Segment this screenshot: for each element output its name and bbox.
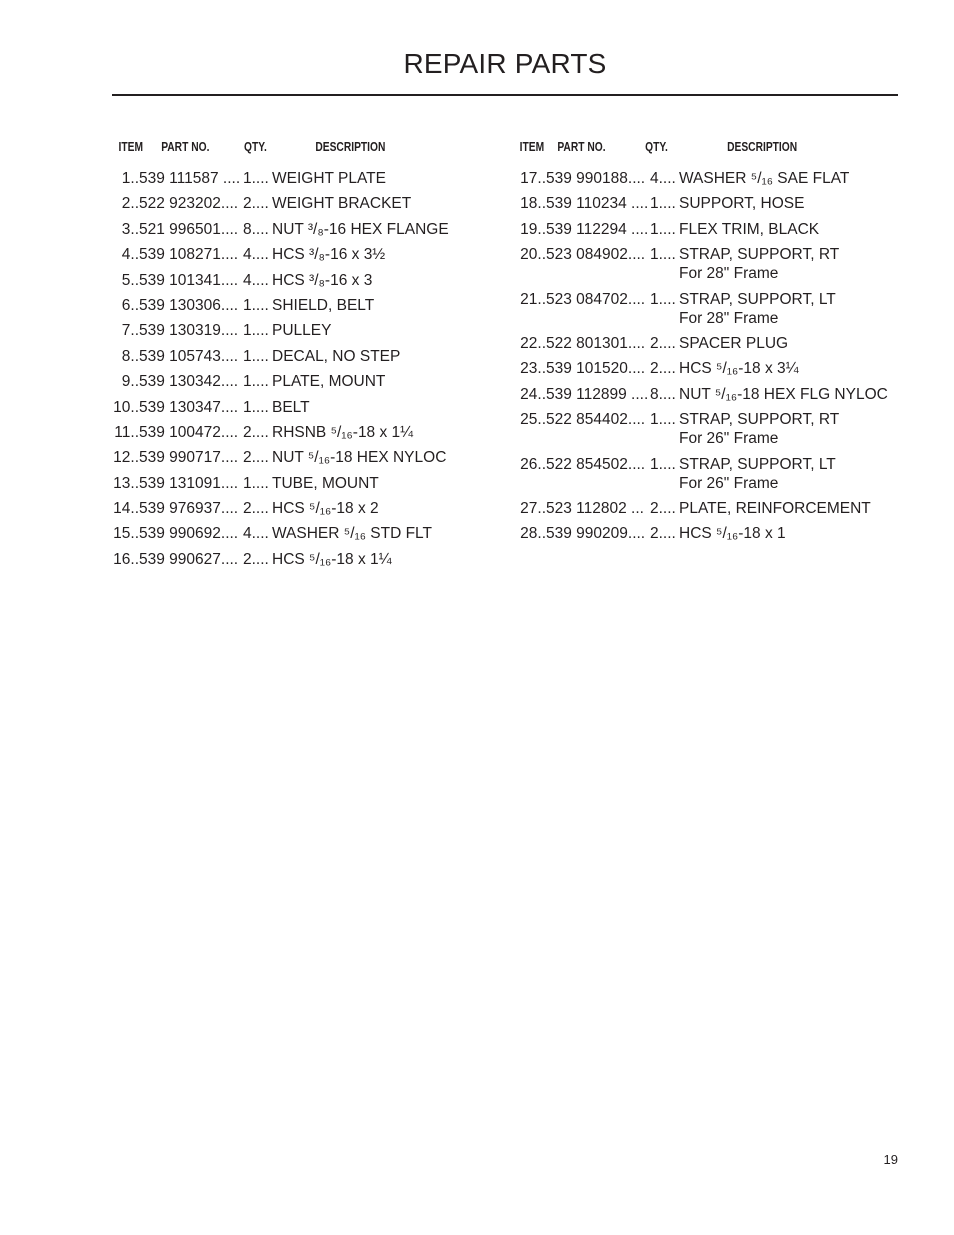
description-note: For 26" Frame [679,474,779,492]
parts-row [112,220,502,239]
description-text: STRAP, SUPPORT, LT [679,290,836,308]
item-number: 2.. [121,195,139,213]
quantity: 4.... [243,246,269,264]
parts-row [112,169,502,188]
page-title: REPAIR PARTS [403,48,607,79]
page-number: 19 [883,1152,898,1167]
quantity: 2.... [243,500,269,518]
description [679,334,788,353]
part-number: 539 990717.... [139,449,239,467]
parts-list-right [518,140,908,550]
description [679,359,799,378]
description [679,455,836,493]
description-text: HCS ⁵/₁₆-18 x 1¼ [272,550,392,568]
item-number: 21.. [520,290,546,308]
quantity: 2.... [650,334,676,352]
item-number: 10.. [113,398,139,416]
part-number: 539 108271.... [139,246,239,264]
header-description: DESCRIPTION [315,140,386,154]
description [679,169,849,188]
header-item: ITEM [519,140,545,154]
description-text: FLEX TRIM, BLACK [679,220,820,238]
item-number: 3.. [121,220,139,238]
quantity: 1.... [243,373,269,391]
header-description: DESCRIPTION [727,140,798,154]
description [272,347,400,366]
part-number: 539 131091.... [139,474,239,492]
description [272,474,379,493]
description [272,499,379,518]
description-text: NUT ⁵/₁₆-18 HEX FLG NYLOC [679,385,888,403]
description-note: For 28" Frame [679,265,779,283]
part-number: 523 084902.... [546,246,646,264]
parts-rows [518,169,908,543]
description-text: HCS ³/₈-16 x 3 [272,271,373,289]
part-number: 539 990209.... [546,525,646,543]
parts-row [518,220,908,239]
description [679,290,836,328]
quantity: 1.... [650,411,676,429]
description [272,321,331,340]
description-text: SUPPORT, HOSE [679,195,805,213]
description [272,372,385,391]
description-text: SHIELD, BELT [272,296,375,314]
item-number: 27.. [520,499,546,517]
description-text: PLATE, REINFORCEMENT [679,499,871,517]
quantity: 1.... [243,474,269,492]
description [272,448,446,467]
quantity: 2.... [243,423,269,441]
parts-row [518,410,908,448]
description-text: WASHER ⁵/₁₆ STD FLT [272,525,432,543]
parts-row [112,245,502,264]
quantity: 4.... [650,170,676,187]
quantity: 1.... [650,246,676,264]
description [272,550,392,569]
description [272,220,449,239]
parts-row [518,169,908,188]
quantity: 1.... [243,347,269,365]
parts-row [112,423,502,442]
part-number: 522 854502.... [546,455,646,473]
parts-row [112,347,502,366]
item-number: 22.. [520,334,546,352]
item-number: 12.. [113,449,139,467]
parts-row [112,271,502,290]
item-number: 7.. [121,322,139,340]
description-text: HCS ⁵/₁₆-18 x 3¼ [679,360,799,378]
description [679,410,839,448]
quantity: 1.... [243,296,269,314]
description [679,499,871,518]
description-text: NUT ⁵/₁₆-18 HEX NYLOC [272,449,447,467]
part-number: 539 130342.... [139,373,239,391]
parts-row [518,385,908,404]
item-number: 9.. [121,373,139,391]
quantity: 8.... [243,220,269,238]
description [272,245,385,264]
description-text: RHSNB ⁵/₁₆-18 x 1¼ [272,423,414,441]
part-number: 539 112899 .... [546,385,649,403]
parts-row [518,499,908,518]
description-text: HCS ³/₈-16 x 3½ [272,246,386,264]
description [679,524,786,543]
description-note: For 28" Frame [679,309,779,327]
parts-row [518,194,908,213]
item-number: 23.. [520,360,546,378]
item-number: 20.. [520,246,546,264]
description-text: SPACER PLUG [679,334,789,352]
part-number: 521 996501.... [139,220,239,238]
description [679,220,819,239]
quantity: 1.... [650,220,676,238]
quantity: 1.... [243,322,269,340]
description-text: HCS ⁵/₁₆-18 x 2 [272,500,379,518]
quantity: 2.... [650,499,676,517]
header-item: ITEM [118,140,144,154]
parts-list-left [112,140,502,575]
parts-row [518,245,908,283]
description-text: TUBE, MOUNT [272,474,379,492]
item-number: 17.. [520,170,546,187]
parts-row [112,499,502,518]
parts-row [518,455,908,493]
description [272,271,372,290]
description-text: BELT [272,398,310,416]
parts-row [112,524,502,543]
item-number: 26.. [520,455,546,473]
quantity: 8.... [650,385,676,403]
item-number: 25.. [520,411,546,429]
quantity: 1.... [650,455,676,473]
part-number: 523 112802 ... [546,499,644,517]
part-number: 539 110234 .... [546,195,649,213]
item-number: 5.. [121,271,139,289]
parts-row [112,372,502,391]
description-text: STRAP, SUPPORT, RT [679,411,840,429]
title-divider [112,94,898,96]
part-number: 539 990188.... [546,170,646,187]
part-number: 539 111587 .... [139,170,241,187]
quantity: 2.... [243,550,269,568]
description-text: DECAL, NO STEP [272,347,401,365]
header-part-no: PART NO. [161,140,210,154]
quantity: 2.... [650,360,676,378]
column-headers [518,140,912,160]
item-number: 14.. [113,500,139,518]
description-text: STRAP, SUPPORT, LT [679,455,836,473]
part-number: 522 854402.... [546,411,646,429]
description-text: WEIGHT PLATE [272,170,386,187]
description-text: NUT ³/₈-16 HEX FLANGE [272,220,449,238]
part-number: 539 112294 .... [546,220,649,238]
item-number: 8.. [121,347,139,365]
part-number: 539 105743.... [139,347,239,365]
header-part-no: PART NO. [557,140,606,154]
parts-row [112,296,502,315]
parts-row [518,334,908,353]
description [679,385,888,404]
header-qty: QTY. [244,140,267,154]
description-note: For 26" Frame [679,430,779,448]
quantity: 1.... [650,195,676,213]
parts-row [518,290,908,328]
part-number: 539 130347.... [139,398,239,416]
item-number: 1.. [121,170,139,187]
part-number: 522 923202.... [139,195,239,213]
description [272,524,432,543]
description-text: WEIGHT BRACKET [272,195,412,213]
part-number: 539 130306.... [139,296,239,314]
part-number: 522 801301.... [546,334,646,352]
item-number: 18.. [520,195,546,213]
description [272,423,413,442]
description-text: STRAP, SUPPORT, RT [679,246,840,264]
description [272,169,386,188]
parts-row [518,524,908,543]
description [679,194,804,213]
column-headers [112,140,506,160]
part-number: 539 101520.... [546,360,646,378]
item-number: 4.. [121,246,139,264]
parts-rows [112,169,502,569]
description-text: PLATE, MOUNT [272,373,386,391]
part-number: 539 130319.... [139,322,239,340]
item-number: 11.. [114,423,139,441]
description-text: PULLEY [272,322,332,340]
part-number: 523 084702.... [546,290,646,308]
header-qty: QTY. [645,140,668,154]
description [272,194,411,213]
item-number: 6.. [121,296,139,314]
description [272,296,374,315]
part-number: 539 100472.... [139,423,239,441]
description [272,398,310,417]
item-number: 19.. [520,220,546,238]
quantity: 1.... [650,290,676,308]
item-number: 16.. [113,550,139,568]
part-number: 539 101341.... [139,271,239,289]
parts-row [518,359,908,378]
description [679,245,839,283]
item-number: 13.. [113,474,139,492]
part-number: 539 990692.... [139,525,239,543]
item-number: 15.. [113,525,139,543]
quantity: 4.... [243,525,269,543]
item-number: 28.. [520,525,546,543]
part-number: 539 990627.... [139,550,239,568]
parts-row [112,550,502,569]
parts-row [112,474,502,493]
part-number: 539 976937.... [139,500,239,518]
quantity: 1.... [243,398,269,416]
quantity: 2.... [243,449,269,467]
quantity: 1.... [243,170,269,187]
parts-row [112,321,502,340]
quantity: 4.... [243,271,269,289]
description-text: HCS ⁵/₁₆-18 x 1 [679,525,786,543]
parts-row [112,448,502,467]
parts-row [112,398,502,417]
description-text: WASHER ⁵/₁₆ SAE FLAT [679,170,850,187]
item-number: 24.. [520,385,546,403]
quantity: 2.... [243,195,269,213]
parts-row [112,194,502,213]
quantity: 2.... [650,525,676,543]
